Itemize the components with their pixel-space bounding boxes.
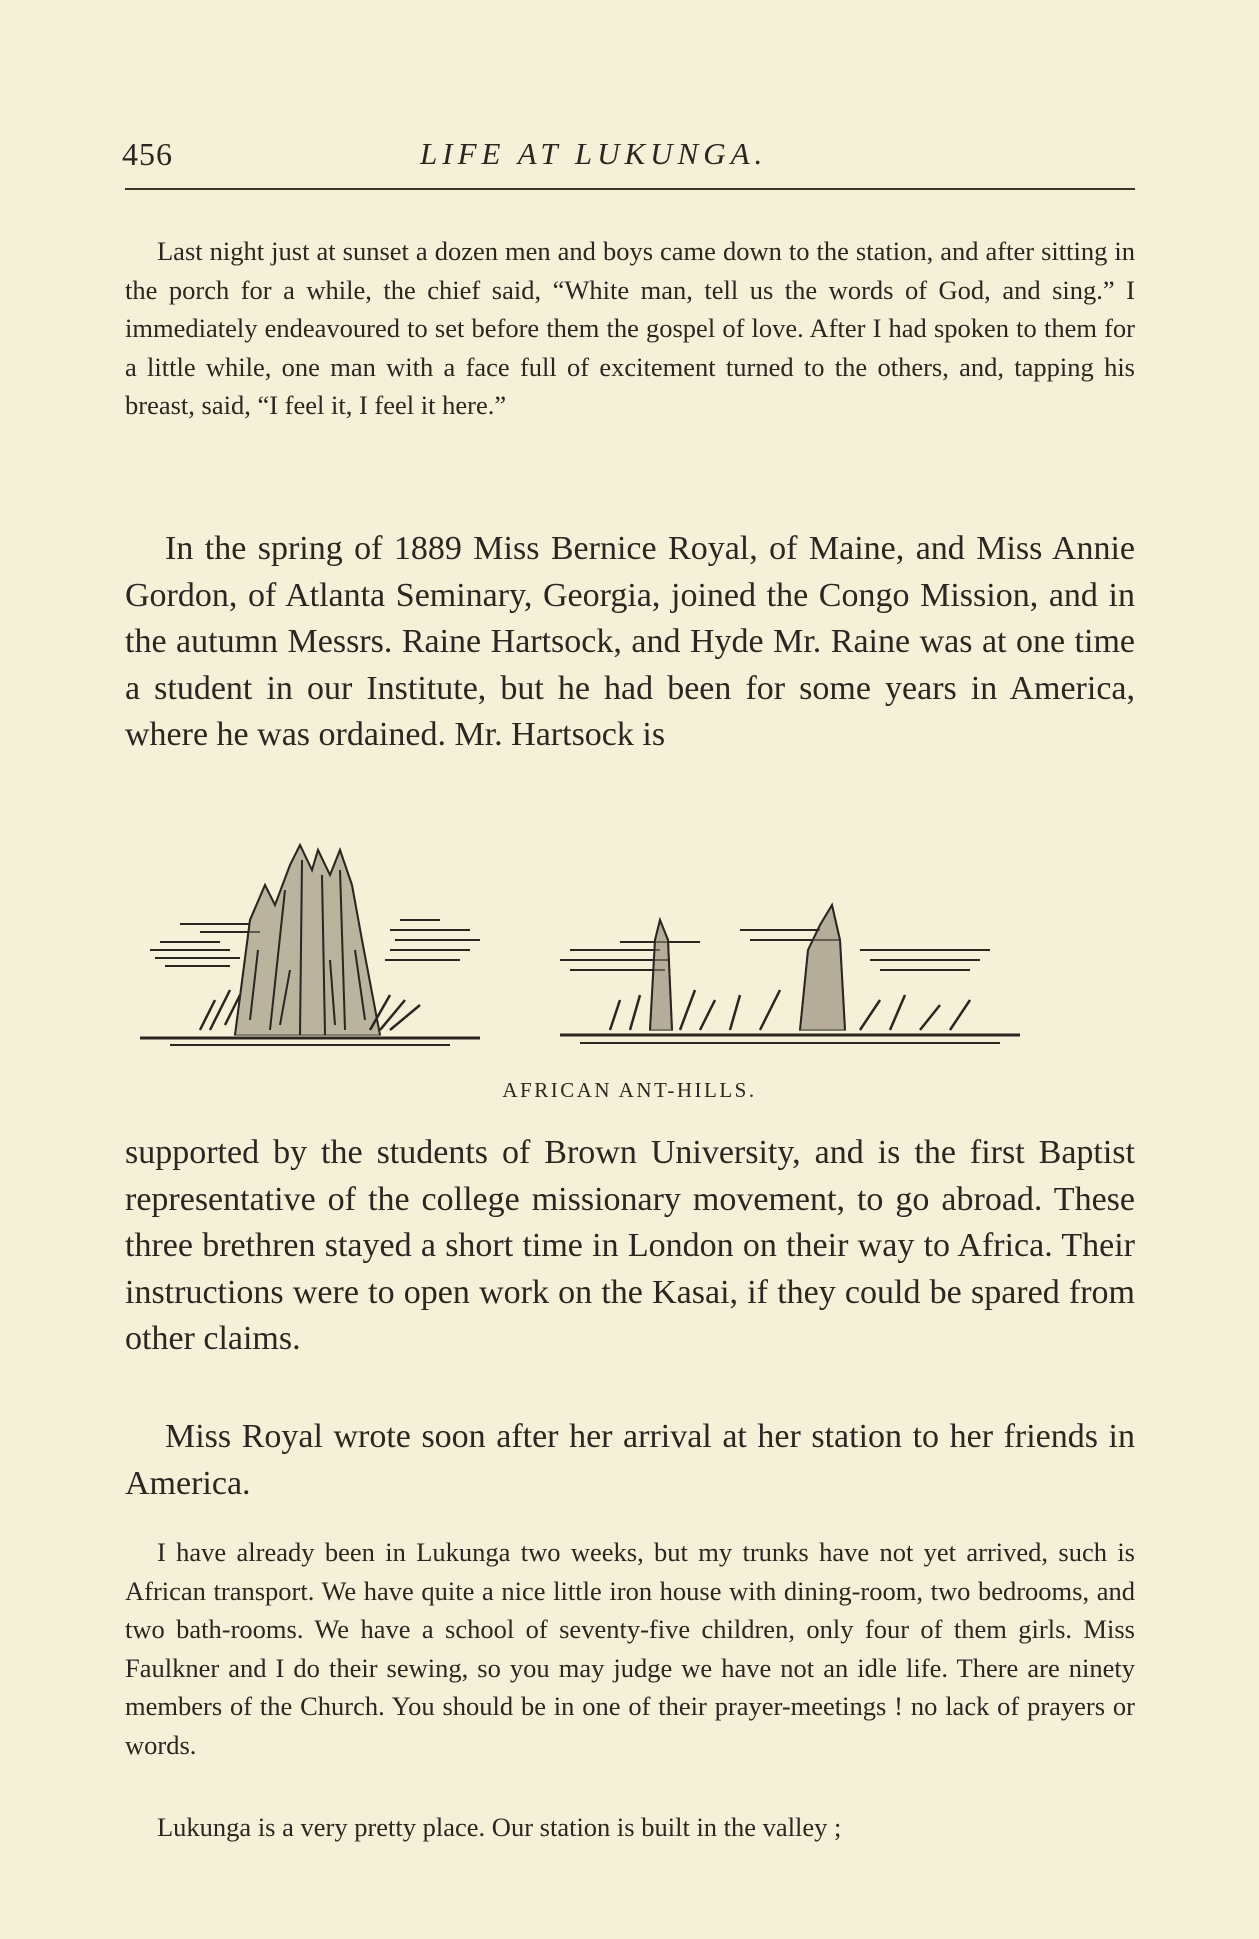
paragraph-text: In the spring of 1889 Miss Bernice Royal, of Maine, and Miss Annie Gordon, of Atlanta Seminary, Georgia, joined the Congo Mission, and in the autumn Messrs. Raine Hartsock, and Hyde Mr. Raine was at one time a student in our Institute, but he had been for some years in America, where he was ordained. Mr. Hartsock is	[125, 530, 1135, 753]
paragraph-text: Lukunga is a very pretty place. Our station is built in the valley ;	[157, 1812, 842, 1842]
paragraph-text: I have already been in Lukunga two weeks, but my trunks have not yet arrived, such is African transport. We have quite a nice little iron house with dining-room, two bedrooms, and two bath-rooms. We have a school of seventy-five children, only four of them girls. Miss Faulkner and I do their sewing, so you may judge we have not an idle life. There are ninety members of the Church. You should be in one of their prayer-meetings ! no lack of prayers or words.	[125, 1537, 1135, 1760]
figure-caption: AFRICAN ANT-HILLS.	[502, 1078, 757, 1102]
ant-hills-illustration	[140, 830, 1130, 1060]
ant-hill-right	[560, 905, 1020, 1043]
paragraph-missionaries	[125, 526, 1135, 759]
horizon-hatching-right	[560, 930, 990, 970]
paragraph-brown-university	[125, 1130, 1135, 1363]
paragraph-miss-royal	[125, 1414, 1135, 1507]
ant-hill-left	[140, 845, 480, 1045]
page-number: 456	[122, 136, 173, 172]
header-rule	[125, 188, 1135, 190]
running-title: LIFE AT LUKUNGA.	[420, 136, 768, 171]
paragraph-text: Miss Royal wrote soon after her arrival at her station to her friends in America.	[125, 1418, 1135, 1502]
paragraph-text: supported by the students of Brown University, and is the first Baptist representative of the college missionary movement, to go abroad. These three brethren stayed a short time in London on their way to Africa. Their instructions were to open work on the Kasai, if they could be spared from other claims.	[125, 1134, 1135, 1357]
paragraph-letter-excerpt	[125, 232, 1135, 425]
paragraph-letter-valley	[125, 1808, 1135, 1847]
paragraph-letter-lukunga	[125, 1533, 1135, 1765]
paragraph-text: Last night just at sunset a dozen men and boys came down to the station, and after sitting in the porch for a while, the chief said, “White man, tell us the words of God, and sing.” I immediately endeavoured to set before them the gospel of love. After I had spoken to them for a little while, one man with a face full of excitement turned to the others, and, tapping his breast, said, “I feel it, I feel it here.”	[125, 236, 1135, 421]
